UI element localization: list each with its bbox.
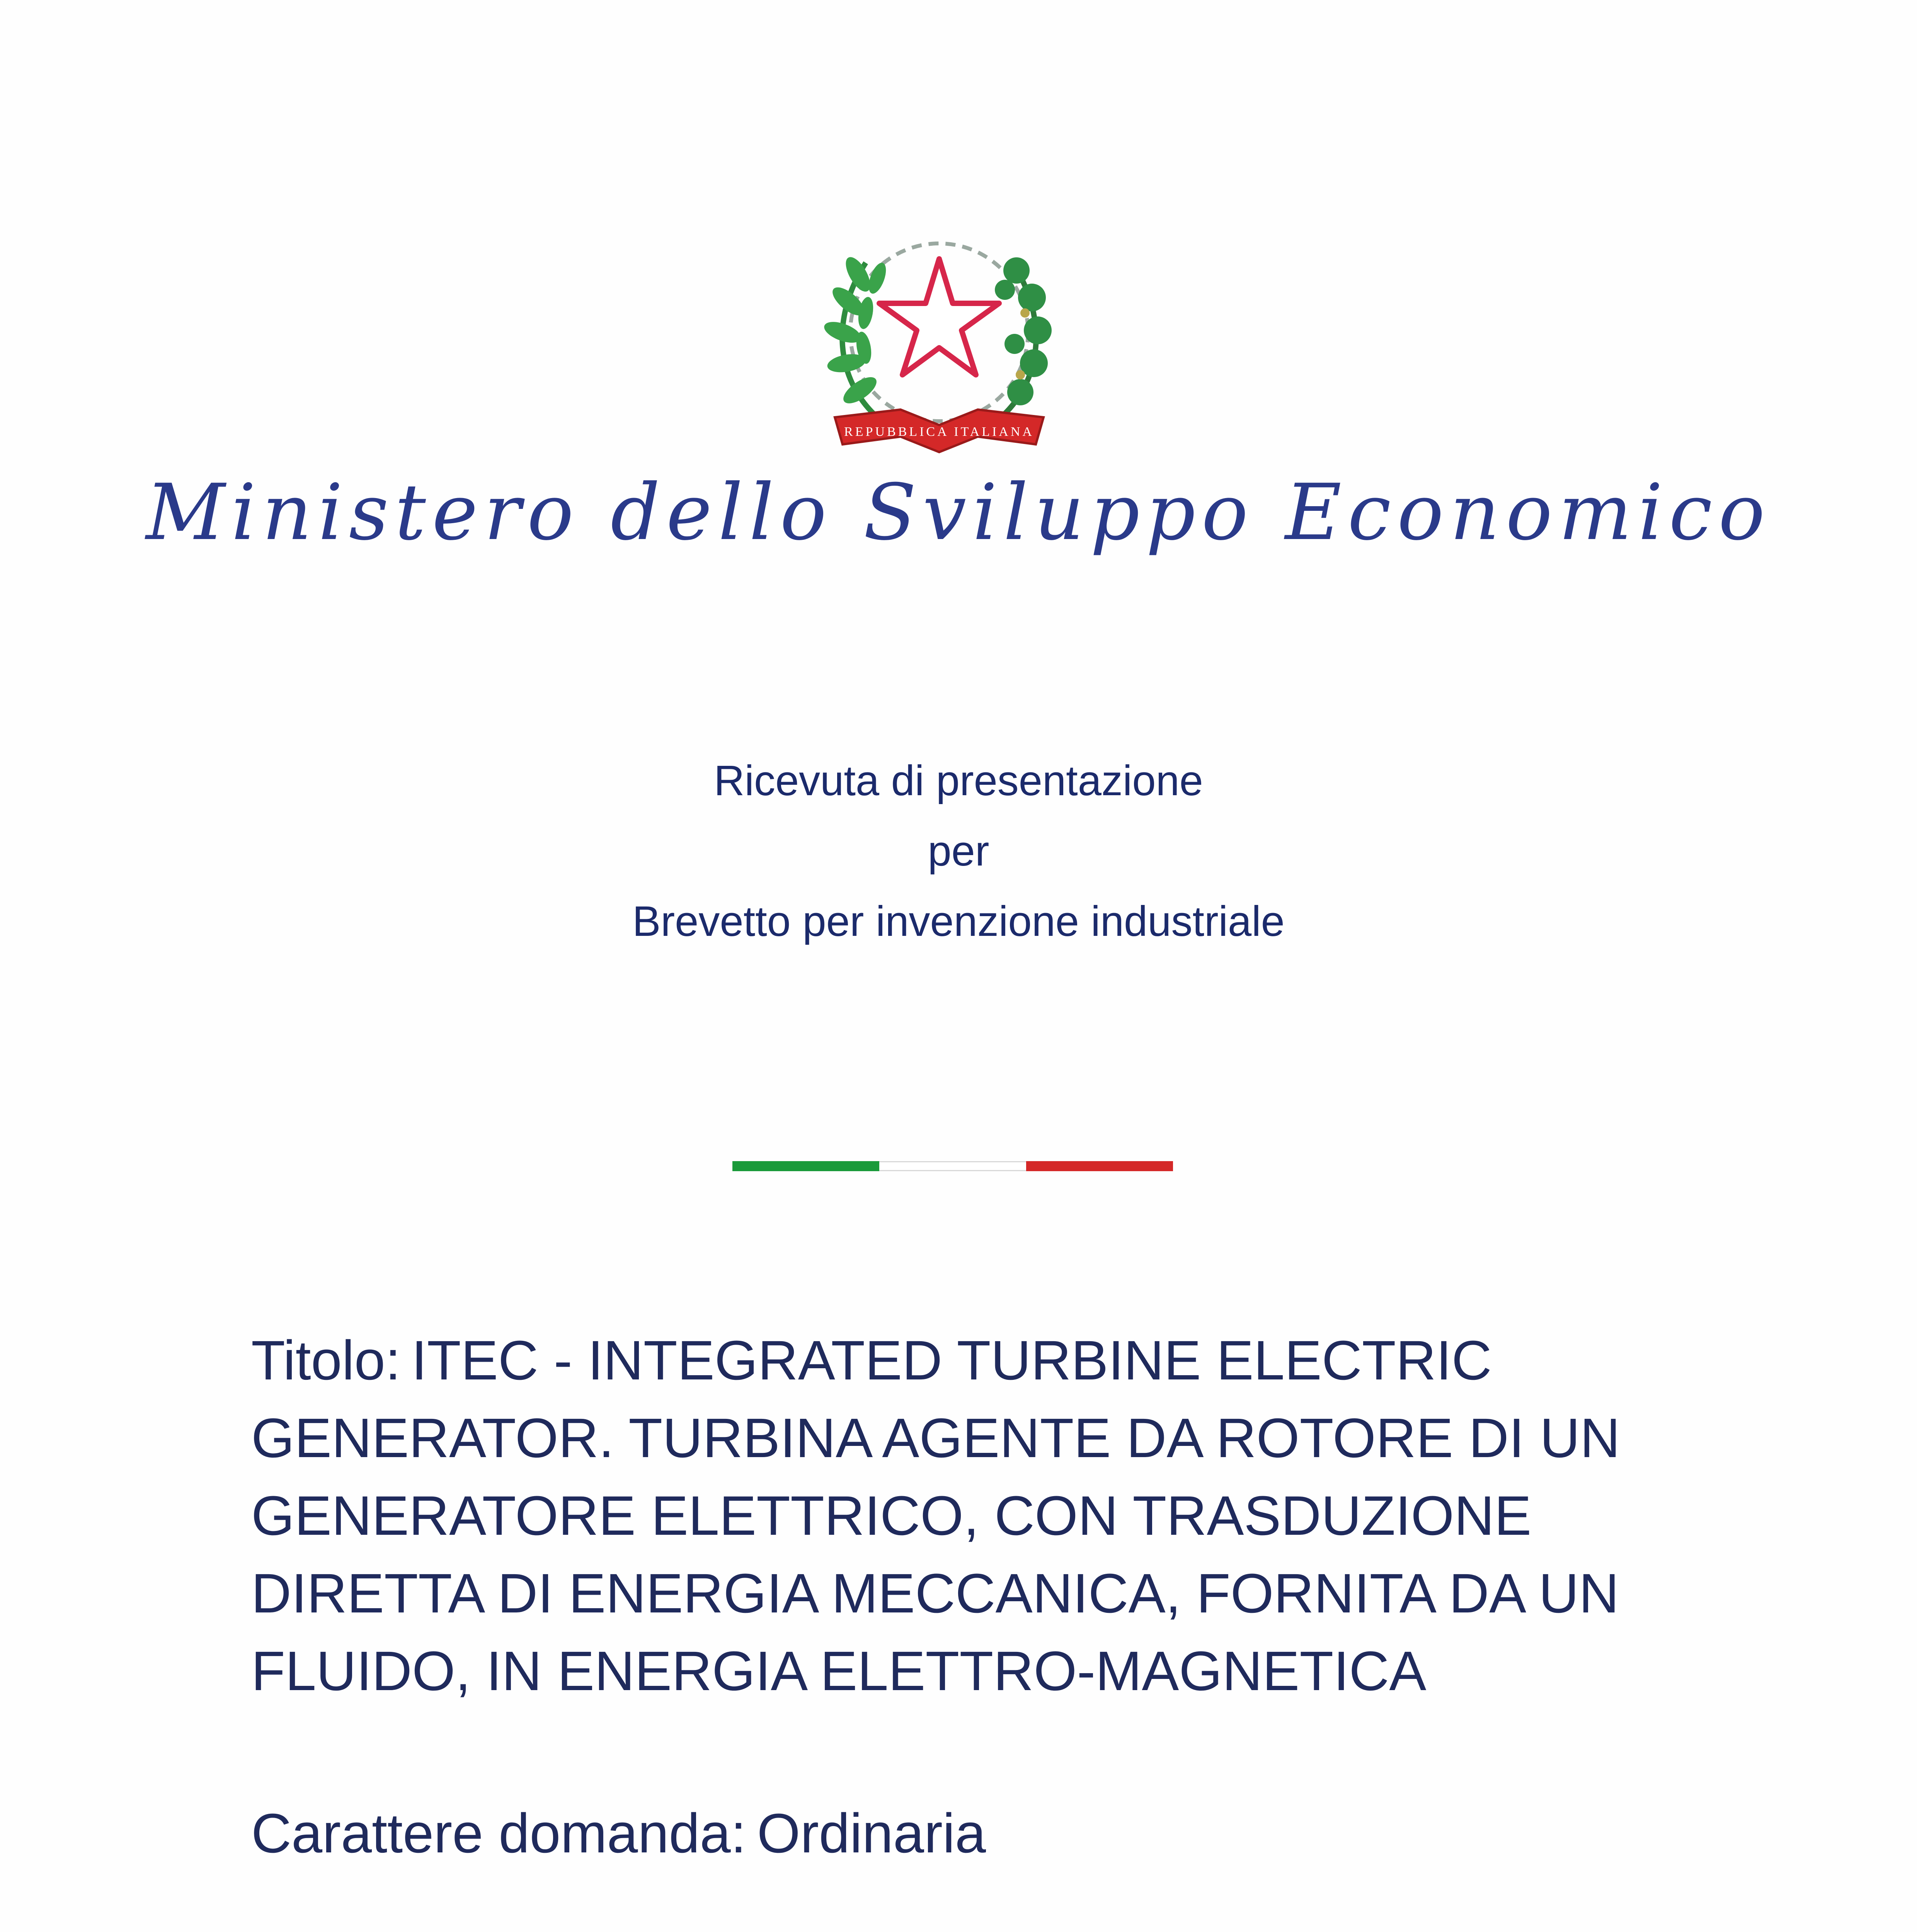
- application-type-value: Ordinaria: [757, 1802, 986, 1864]
- application-type-label: Carattere domanda:: [251, 1802, 746, 1864]
- title-field: [251, 1321, 1701, 1710]
- flag-white-segment: [879, 1161, 1026, 1171]
- receipt-line-3: Brevetto per invenzione industriale: [632, 898, 1285, 945]
- receipt-heading: [0, 746, 1917, 957]
- title-label: Titolo:: [251, 1329, 401, 1391]
- application-type-field: [251, 1795, 1701, 1872]
- emblem-motto: REPUBBLICA ITALIANA: [844, 425, 1034, 439]
- title-value: ITEC - INTEGRATED TURBINE ELECTRIC GENERATOR. TURBINA AGENTE DA ROTORE DI UN GENERATORE ELETTRICO, CON TRASDUZIONE DIRETTA DI ENERGIA MECCANICA, FORNITA DA UN FLUIDO, IN ENERGIA ELETTRO-MAGNETICA: [251, 1329, 1620, 1702]
- receipt-line-1: Ricevuta di presentazione: [714, 757, 1203, 804]
- application-details: [251, 1321, 1701, 1932]
- receipt-line-2: per: [928, 827, 989, 875]
- flag-green-segment: [732, 1161, 879, 1171]
- republic-emblem: [788, 216, 1090, 471]
- flag-red-segment: [1026, 1161, 1173, 1171]
- ministry-name: Ministero dello Sviluppo Economico: [146, 468, 1771, 558]
- italian-flag-divider: [732, 1161, 1173, 1171]
